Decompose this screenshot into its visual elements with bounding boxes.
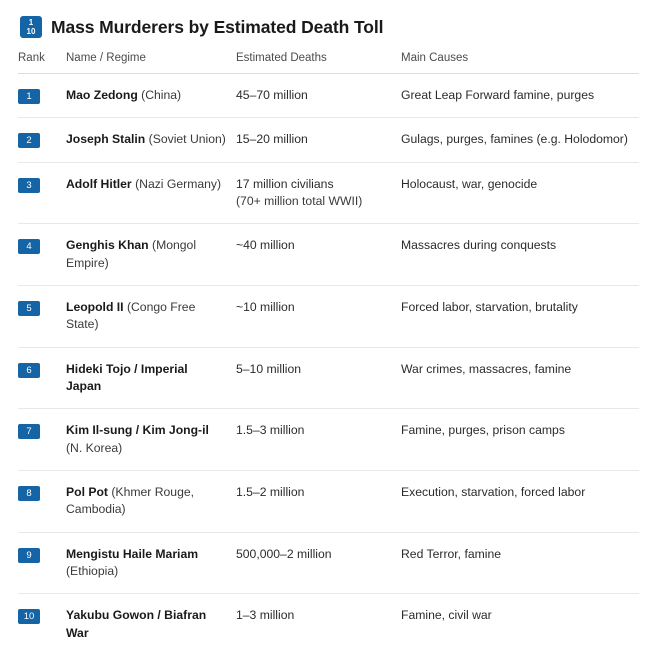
rank-cell	[18, 347, 66, 409]
causes-cell: Great Leap Forward famine, purges	[401, 74, 639, 118]
table-row	[18, 409, 639, 471]
deaths-value: 1–3 million	[236, 608, 295, 623]
rank-badge: 4	[18, 239, 40, 254]
causes-cell: Famine, civil war	[401, 608, 492, 623]
deaths-cell	[236, 470, 401, 532]
name-sub: (China)	[141, 88, 182, 102]
name-cell	[66, 74, 236, 118]
column-header-causes: Main Causes	[401, 52, 639, 74]
table-row	[18, 162, 639, 224]
name-cell	[66, 118, 236, 162]
name-main: Hideki Tojo / Imperial Japan	[66, 361, 188, 393]
rank-badge: 8	[18, 486, 40, 501]
table-row	[18, 224, 639, 286]
column-header-name: Name / Regime	[66, 52, 236, 74]
name-sub: (Mongol Empire)	[66, 238, 197, 270]
deaths-cell	[236, 347, 401, 409]
table-row	[18, 347, 639, 409]
rank-badge: 3	[18, 178, 40, 193]
causes-cell: Gulags, purges, famines (e.g. Holodomor)	[401, 118, 639, 162]
rank-cell	[18, 285, 66, 347]
table-row	[18, 285, 639, 347]
deaths-value: 500,000–2 million	[236, 546, 332, 561]
page-title: Mass Murderers by Estimated Death Toll	[51, 16, 384, 37]
column-header-rank: Rank	[18, 52, 66, 74]
deaths-value: 1.5–2 million	[236, 484, 305, 499]
rank-cell	[18, 118, 66, 162]
table-row	[18, 74, 639, 118]
name-sub: (Ethiopia)	[66, 563, 119, 578]
rank-cell	[18, 162, 66, 224]
name-main: Pol Pot	[66, 484, 108, 499]
rank-badge: 9	[18, 548, 40, 563]
column-header-deaths: Estimated Deaths	[236, 52, 401, 74]
name-cell	[66, 470, 236, 532]
deaths-value: 17 million civilians	[236, 176, 334, 191]
table-row	[18, 594, 639, 655]
name-main: Kim Il-sung / Kim Jong-il	[66, 423, 209, 438]
causes-cell: Massacres during conquests	[401, 224, 639, 286]
causes-cell: War crimes, massacres, famine	[401, 347, 639, 409]
causes-cell: Red Terror, famine	[401, 532, 639, 594]
rank-badge: 10	[18, 609, 40, 624]
name-cell	[66, 532, 236, 594]
name-main: Mao Zedong	[66, 88, 138, 102]
name-main: Adolf Hitler	[66, 176, 132, 191]
deaths-value: 45–70 million	[236, 88, 308, 102]
deaths-cell	[236, 118, 401, 162]
table-header-row	[18, 52, 639, 74]
ranking-table	[18, 52, 639, 655]
name-cell	[66, 224, 236, 286]
name-cell	[66, 285, 236, 347]
causes-cell: Execution, starvation, forced labor	[401, 470, 639, 532]
name-main: Mengistu Haile Mariam	[66, 546, 199, 561]
table-row	[18, 118, 639, 162]
deaths-cell	[236, 594, 401, 655]
rank-cell	[18, 532, 66, 594]
causes-cell: Forced labor, starvation, brutality	[401, 285, 639, 347]
table-header	[18, 52, 639, 74]
rank-badge: 6	[18, 363, 40, 378]
name-sub: (Soviet Union)	[148, 132, 226, 147]
deaths-value: 5–10 million	[236, 361, 302, 376]
rank-badge: 7	[18, 424, 40, 439]
deaths-note: (70+ million total WWII)	[236, 193, 363, 208]
table-body	[18, 74, 639, 655]
name-cell	[66, 347, 236, 409]
rank-badge: 5	[18, 301, 40, 316]
name-cell	[66, 409, 236, 471]
rank-badge: 1	[18, 89, 40, 104]
ranking-badge-icon	[20, 16, 42, 38]
name-cell	[66, 594, 236, 655]
ranking-badge-top: 1	[28, 18, 34, 27]
page-header	[20, 16, 639, 38]
deaths-cell	[236, 224, 401, 286]
deaths-cell	[236, 162, 401, 224]
deaths-value: 15–20 million	[236, 132, 308, 147]
name-sub: (N. Korea)	[66, 440, 123, 455]
name-sub: (Khmer Rouge, Cambodia)	[66, 484, 195, 517]
deaths-value: ~40 million	[236, 238, 295, 253]
name-cell	[66, 162, 236, 224]
deaths-cell	[236, 285, 401, 347]
rank-cell	[18, 594, 66, 655]
causes-cell: Famine, purges, prison camps	[401, 409, 639, 471]
causes-cell: Holocaust, war, genocide	[401, 162, 639, 224]
deaths-cell	[236, 532, 401, 594]
deaths-value: ~10 million	[236, 299, 295, 314]
rank-cell	[18, 74, 66, 118]
deaths-cell	[236, 74, 401, 118]
rank-badge: 2	[18, 133, 40, 148]
deaths-value: 1.5–3 million	[236, 423, 305, 438]
name-sub: (Congo Free State)	[66, 299, 196, 332]
name-sub: (Nazi Germany)	[135, 176, 222, 191]
name-main: Leopold II	[66, 299, 124, 314]
deaths-cell	[236, 409, 401, 471]
name-main: Genghis Khan	[66, 238, 149, 253]
rank-cell	[18, 409, 66, 471]
rank-cell	[18, 470, 66, 532]
rank-cell	[18, 224, 66, 286]
table-row	[18, 532, 639, 594]
table-row	[18, 470, 639, 532]
ranking-badge-bottom: 10	[26, 27, 36, 36]
name-main: Yakubu Gowon / Biafran War	[66, 608, 207, 640]
name-main: Joseph Stalin	[66, 132, 146, 147]
